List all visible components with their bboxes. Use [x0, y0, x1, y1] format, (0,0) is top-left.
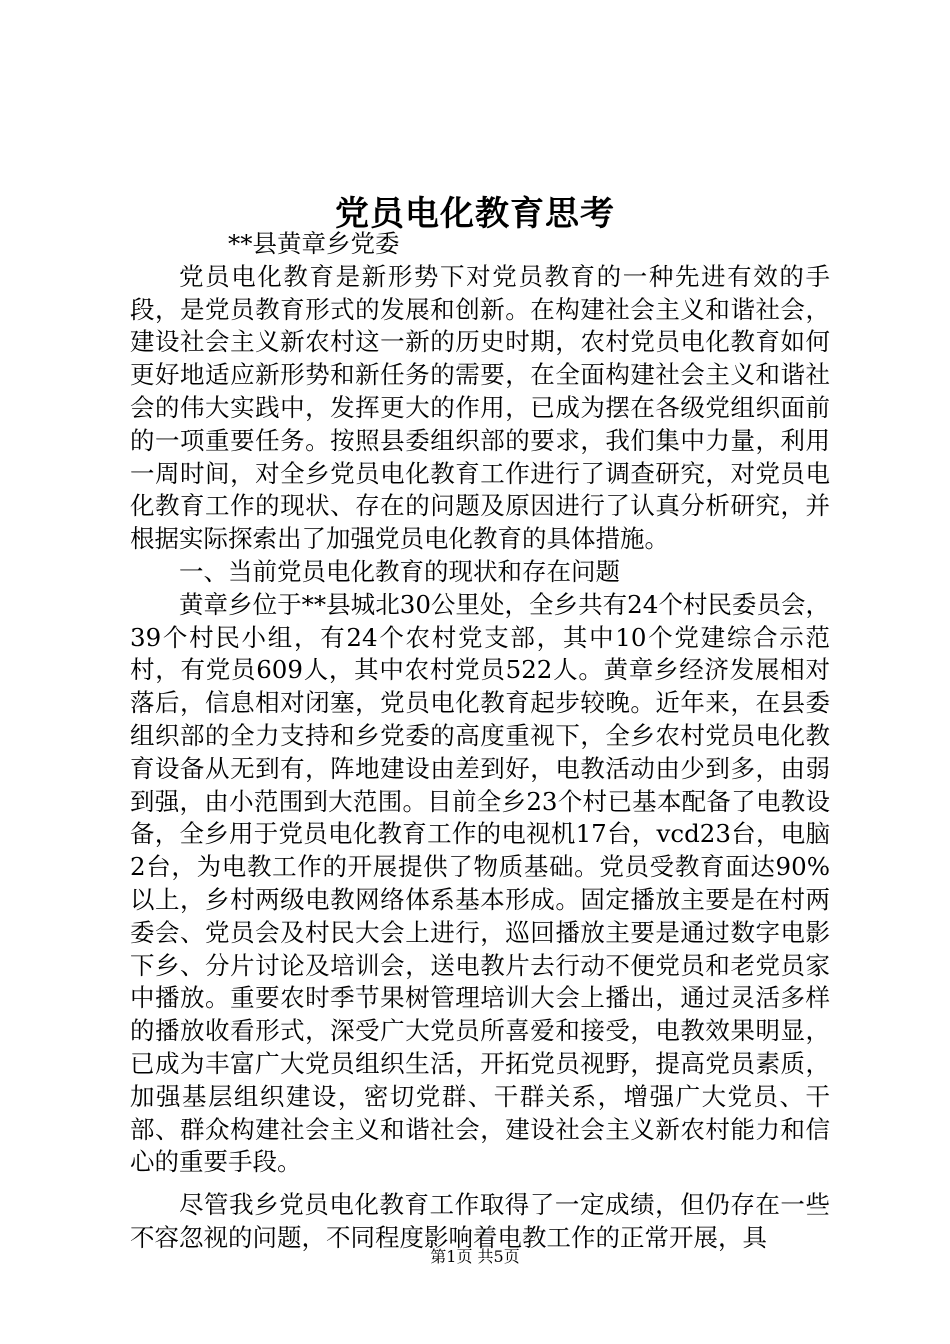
document-body — [130, 228, 830, 1255]
section-heading-1: 一、当前党员电化教育的现状和存在问题 — [179, 556, 620, 586]
page-footer: 第1页 共5页 — [430, 1247, 520, 1266]
paragraph-intro: 党员电化教育是新形势下对党员教育的一种先进有效的手段，是党员教育形式的发展和创新。在构建社会主义和谐社会，建设社会主义新农村这一新的历史时期，农村党员电化教育如何更好地适应新形势和新任务的需要，在全面构建社会主义和谐社会的伟大实践中，发挥更大的作用，已成为摆在各级党组织面前的一项重要任务。按照县委组织部的要求，我们集中力量，利用一周时间，对全乡党员电化教育工作进行了调查研究，对党员电化教育工作的现状、存在的问题及原因进行了认真分析研究，并根据实际探索出了加强党员电化教育的具体措施。 — [130, 261, 830, 554]
document-title: 党员电化教育思考 — [335, 194, 615, 234]
paragraph-problems: 尽管我乡党员电化教育工作取得了一定成绩，但仍存在一些不容忽视的问题，不同程度影响着电教工作的正常开展，具 — [130, 1190, 830, 1252]
author-text: **县黄章乡党委 — [228, 229, 400, 258]
author-line — [130, 228, 830, 261]
paragraph-status: 黄章乡位于**县城北30公里处，全乡共有24个村民委员会，39个村民小组，有24个农村党支部，其中10个党建综合示范村，有党员609人，其中农村党员522人。黄章乡经济发展相对落后，信息相对闭塞，党员电化教育起步较晚。近年来，在县委组织部的全力支持和乡党委的高度重视下，全乡农村党员电化教育设备从无到有，阵地建设由差到好，电教活动由少到多，由弱到强，由小范围到大范围。目前全乡23个村已基本配备了电教设备，全乡用于党员电化教育工作的电视机17台，vcd23台，电脑2台，为电教工作的开展提供了物质基础。党员受教育面达90%以上，乡村两级电教网络体系基本形成。固定播放主要是在村两委会、党员会及村民大会上进行，巡回播放主要是通过数字电影下乡、分片讨论及培训会，送电教片去行动不便党员和老党员家中播放。重要农时季节果树管理培训大会上播出，通过灵活多样的播放收看形式，深受广大党员所喜爱和接受，电教效果明显，已成为丰富广大党员组织生活，开拓党员视野，提高党员素质，加强基层组织建设，密切党群、干群关系，增强广大党员、干部、群众构建社会主义和谐社会，建设社会主义新农村能力和信心的重要手段。 — [130, 589, 830, 1177]
